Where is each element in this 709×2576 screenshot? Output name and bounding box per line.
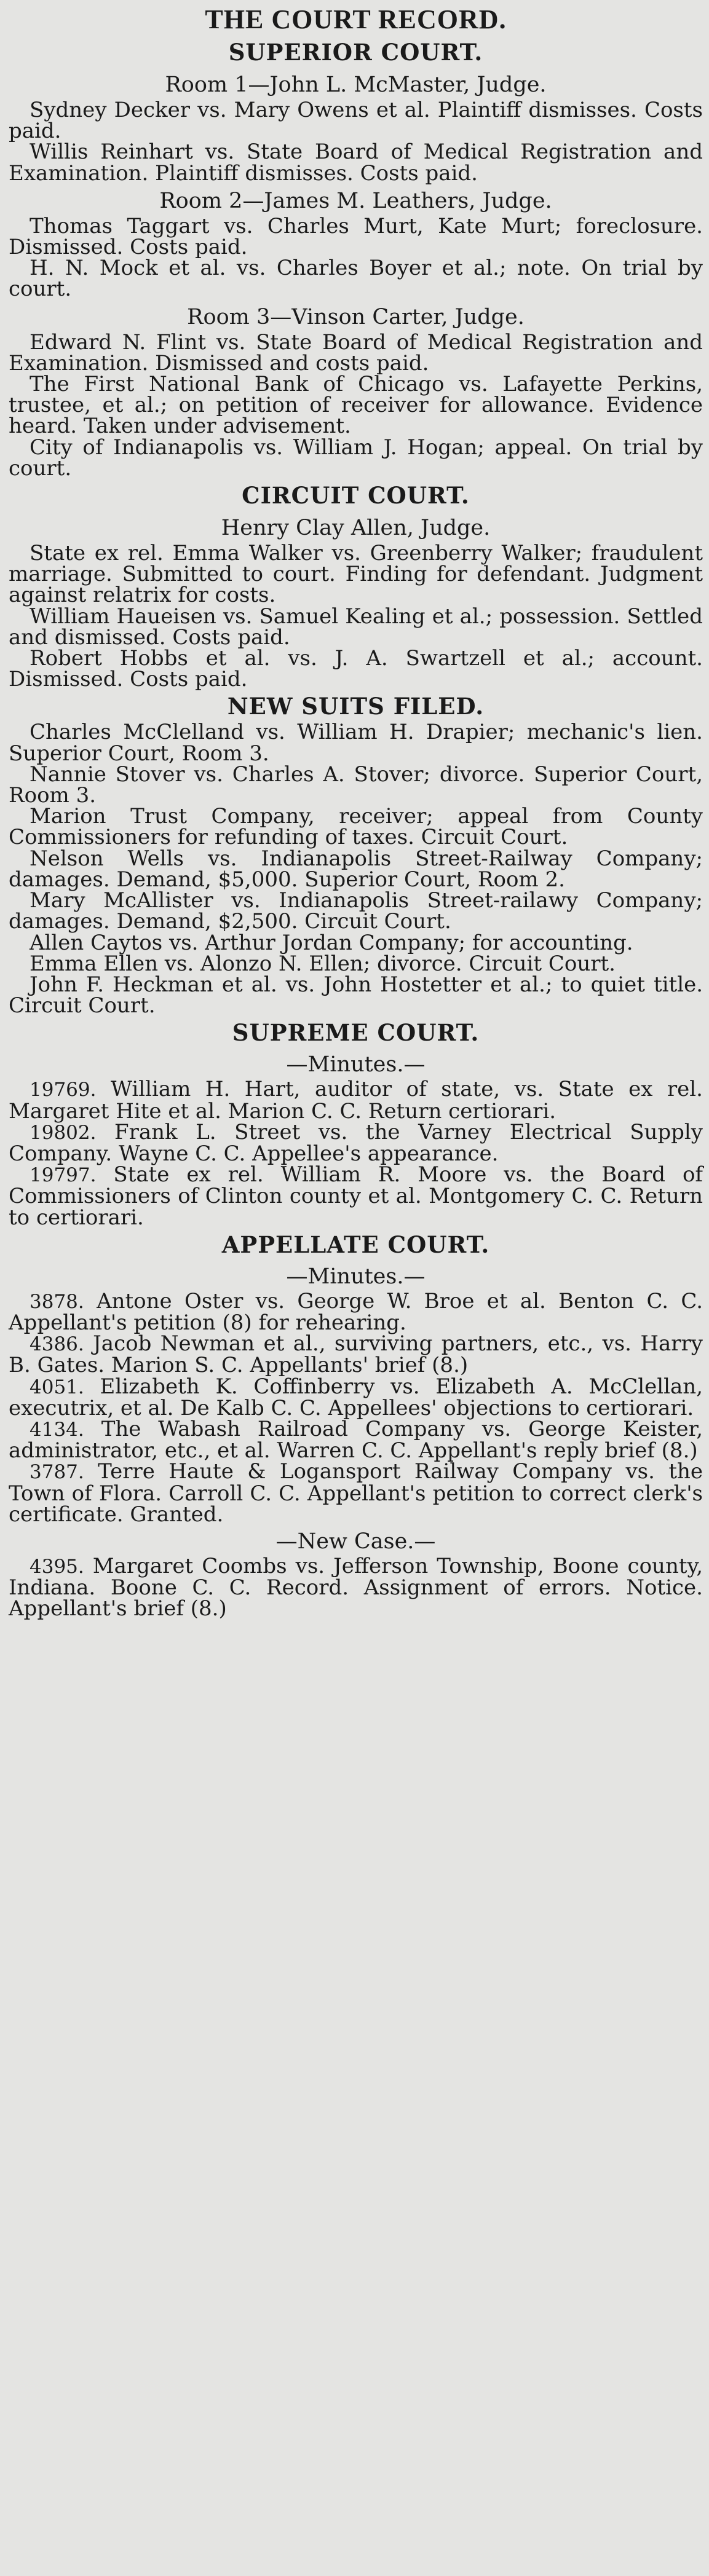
appellate-minutes-heading: —Minutes.—	[286, 1264, 426, 1289]
suit-entry: John F. Heckman et al. vs. John Hostetter et al.; to quiet title. Circuit Court.	[9, 972, 703, 1018]
case-number: 19802.	[30, 1121, 97, 1144]
case-entry: State ex rel. Emma Walker vs. Greenberry Walker; fraudulent marriage. Submitted to court. Finding for defendant. Judgment against relatrix for costs.	[9, 541, 703, 608]
case-number: 4395.	[30, 1555, 84, 1578]
minute-entry	[9, 1288, 703, 1335]
case-number: 19797.	[30, 1164, 97, 1187]
case-entry: Thomas Taggart vs. Charles Murt, Kate Murt; foreclosure. Dismissed. Costs paid.	[9, 213, 703, 260]
minute-entry	[9, 1461, 703, 1525]
case-entry: Willis Reinhart vs. State Board of Medical Registration and Examination. Plaintiff dismisses. Costs paid.	[9, 140, 703, 186]
case-number: 4386.	[30, 1333, 84, 1356]
minute-entry	[9, 1164, 703, 1228]
case-number: 3787.	[30, 1461, 84, 1484]
superior-court-section	[9, 37, 703, 479]
suit-entry: Nannie Stover vs. Charles A. Stover; divorce. Superior Court, Room 3.	[9, 762, 703, 808]
case-entry: William Haueisen vs. Samuel Kealing et al.; possession. Settled and dismissed. Costs paid.	[9, 604, 703, 650]
minute-text: William H. Hart, auditor of state, vs. State ex rel. Margaret Hite et al. Marion C. C. Return certiorari.	[9, 1077, 703, 1124]
minute-entry	[9, 1333, 703, 1376]
circuit-court-section	[9, 480, 703, 690]
appellate-court-heading: APPELLATE COURT.	[221, 1231, 490, 1258]
minute-text: Elizabeth K. Coffinberry vs. Elizabeth A. McClellan, executrix, et al. De Kalb C. C. Appellees' objections to certiorari.	[9, 1374, 703, 1420]
new-suits-section	[9, 691, 703, 1016]
minute-entry	[9, 1077, 703, 1124]
room-3-heading: Room 3—Vinson Carter, Judge.	[187, 304, 525, 329]
minute-entry	[9, 1119, 703, 1166]
minute-text: Antone Oster vs. George W. Broe et al. Benton C. C. Appellant's petition (8) for rehearing.	[9, 1288, 703, 1335]
minute-text: The Wabash Railroad Company vs. George Keister, administrator, etc., et al. Warren C. C. Appellant's reply brief (8.)	[9, 1416, 703, 1463]
suit-entry: Charles McClelland vs. William H. Drapier; mechanic's lien. Superior Court, Room 3.	[9, 720, 703, 766]
minute-text: Margaret Coombs vs. Jefferson Township, Boone county, Indiana. Boone C. C. Record. Assignment of errors. Notice. Appellant's brief (8.)	[9, 1553, 703, 1621]
room-2-heading: Room 2—James M. Leathers, Judge.	[159, 188, 552, 213]
case-number: 4051.	[30, 1376, 84, 1398]
case-number: 19769.	[30, 1079, 97, 1101]
circuit-judge-heading: Henry Clay Allen, Judge.	[221, 516, 491, 541]
case-entry: H. N. Mock et al. vs. Charles Boyer et al.; note. On trial by court.	[9, 256, 703, 302]
supreme-court-section	[9, 1017, 703, 1230]
supreme-court-heading: SUPREME COURT.	[232, 1019, 480, 1047]
minute-entry	[9, 1376, 703, 1419]
minute-entry	[9, 1416, 703, 1463]
supreme-minutes-heading: —Minutes.—	[286, 1052, 426, 1077]
appellate-court-section	[9, 1229, 703, 1620]
suit-entry: Allen Caytos vs. Arthur Jordan Company; for accounting.	[30, 930, 633, 955]
case-number: 4134.	[30, 1418, 84, 1441]
new-case-entry	[9, 1553, 703, 1621]
page-title: THE COURT RECORD.	[205, 4, 507, 34]
minute-text: Frank L. Street vs. the Varney Electrical Supply Company. Wayne C. C. Appellee's appearance.	[9, 1119, 703, 1166]
case-entry: City of Indianapolis vs. William J. Hogan; appeal. On trial by court.	[9, 435, 703, 481]
case-entry: Edward N. Flint vs. State Board of Medical Registration and Examination. Dismissed and costs paid.	[9, 329, 703, 376]
case-entry: Robert Hobbs et al. vs. J. A. Swartzell et al.; account. Dismissed. Costs paid.	[9, 646, 703, 692]
circuit-court-heading: CIRCUIT COURT.	[242, 482, 470, 510]
case-entry: Sydney Decker vs. Mary Owens et al. Plaintiff dismisses. Costs paid.	[9, 98, 703, 144]
suit-entry: Nelson Wells vs. Indianapolis Street-Railway Company; damages. Demand, $5,000. Superior Court, Room 2.	[9, 846, 703, 892]
case-number: 3878.	[30, 1290, 84, 1313]
case-entry: The First National Bank of Chicago vs. Lafayette Perkins, trustee, et al.; on petition of receiver for allowance. Evidence heard. Taken under advisement.	[9, 372, 703, 439]
suit-entry: Marion Trust Company, receiver; appeal from County Commissioners for refunding of taxes. Circuit Court.	[9, 804, 703, 850]
new-case-heading: —New Case.—	[275, 1529, 436, 1554]
suit-entry: Mary McAllister vs. Indianapolis Street-railawy Company; damages. Demand, $2,500. Circuit Court.	[9, 888, 703, 934]
minute-text: Terre Haute & Logansport Railway Company vs. the Town of Flora. Carroll C. C. Appellant's petition to correct clerk's certificate. Granted.	[9, 1459, 703, 1527]
suit-entry: Emma Ellen vs. Alonzo N. Ellen; divorce. Circuit Court.	[30, 951, 616, 976]
new-suits-heading: NEW SUITS FILED.	[227, 693, 485, 720]
room-1-heading: Room 1—John L. McMaster, Judge.	[165, 73, 547, 97]
superior-court-heading: SUPERIOR COURT.	[228, 39, 483, 66]
minute-text: State ex rel. William R. Moore vs. the Board of Commissioners of Clinton county et al. Montgomery C. C. Return to certiorari.	[9, 1162, 703, 1230]
minute-text: Jacob Newman et al., surviving partners, etc., vs. Harry B. Gates. Marion S. C. Appellants' brief (8.)	[9, 1331, 703, 1378]
